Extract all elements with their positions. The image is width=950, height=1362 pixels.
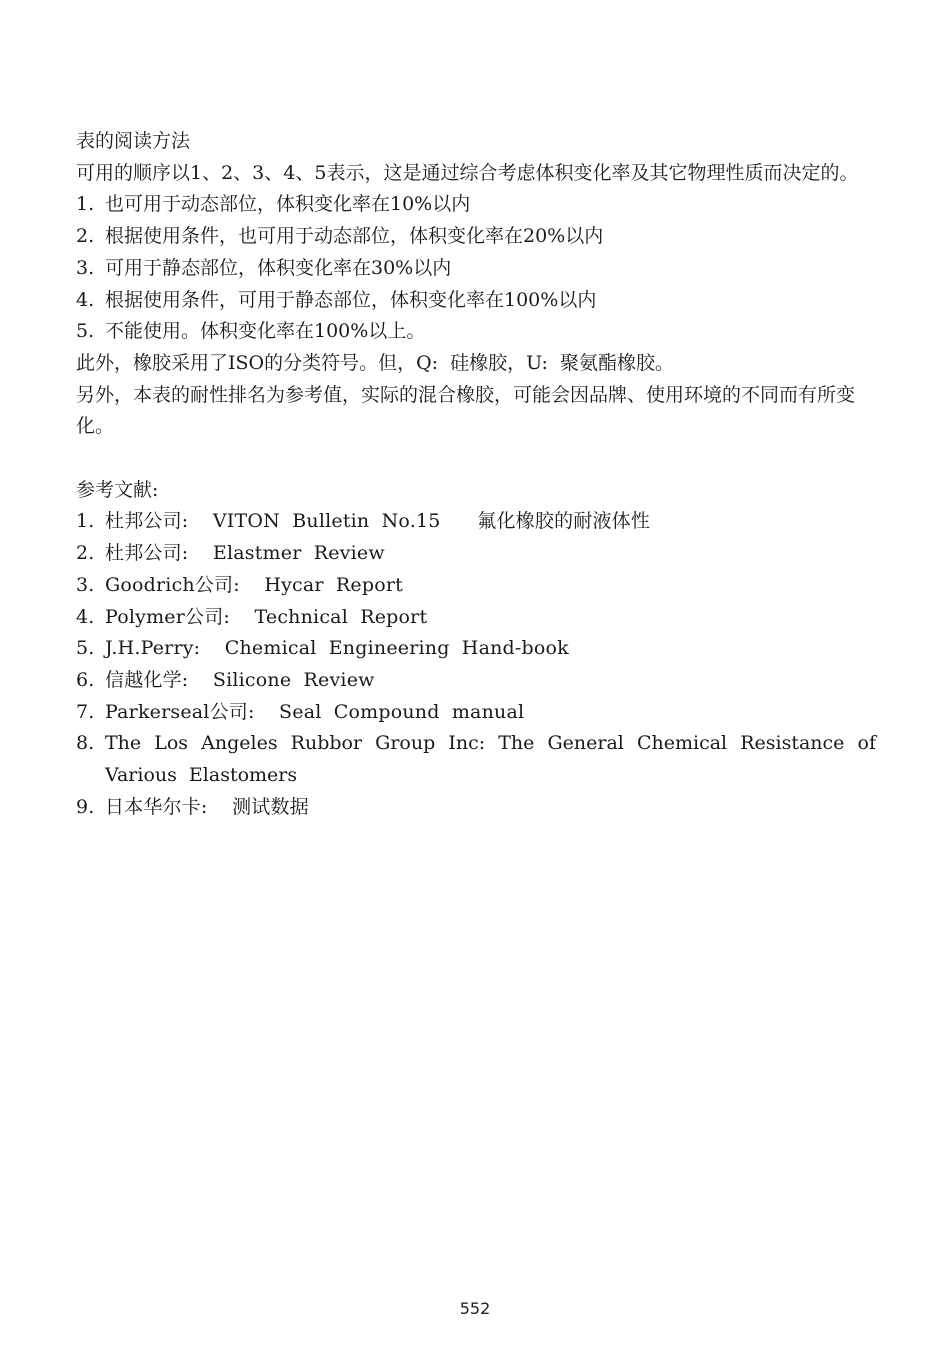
reference-item bbox=[76, 665, 876, 697]
reference-item bbox=[76, 506, 876, 538]
list-text: 也可用于动态部位，体积变化率在10%以内 bbox=[105, 193, 471, 216]
list-item bbox=[76, 221, 876, 253]
list-number: 9. bbox=[76, 795, 95, 818]
ranking-note: 另外，本表的耐性排名为参考值，实际的混合橡胶，可能会因品牌、使用环境的不同而有所变化。 bbox=[76, 383, 856, 438]
reference-item bbox=[76, 570, 876, 602]
iso-note: 此外，橡胶采用了ISO的分类符号。但，Q: 硅橡胶，U: 聚氨酯橡胶。 bbox=[76, 351, 674, 374]
list-item bbox=[76, 285, 876, 317]
list-number: 2. bbox=[76, 542, 95, 565]
reference-text: 杜邦公司: Elastmer Review bbox=[105, 542, 385, 565]
list-number: 3. bbox=[76, 256, 95, 279]
reference-text: The Los Angeles Rubbor Group Inc: The General Chemical Resistance of Various Elastomers bbox=[105, 732, 876, 787]
list-number: 1. bbox=[76, 193, 95, 216]
reading-intro: 可用的顺序以1、2、3、4、5表示，这是通过综合考虑体积变化率及其它物理性质而决定的。 bbox=[76, 161, 859, 184]
reference-text: 杜邦公司: VITON Bulletin No.15 氟化橡胶的耐液体性 bbox=[105, 510, 651, 533]
reference-text: 日本华尔卡: 测试数据 bbox=[105, 795, 309, 818]
list-number: 4. bbox=[76, 605, 95, 628]
list-item bbox=[76, 189, 876, 221]
list-number: 5. bbox=[76, 320, 95, 343]
section-heading-reading: 表的阅读方法 bbox=[76, 130, 191, 152]
list-number: 6. bbox=[76, 668, 95, 691]
list-text: 根据使用条件，可用于静态部位，体积变化率在100%以内 bbox=[105, 288, 597, 311]
document-page bbox=[76, 126, 876, 823]
list-number: 7. bbox=[76, 700, 95, 723]
list-number: 5. bbox=[76, 637, 95, 660]
reference-text: Goodrich公司: Hycar Report bbox=[105, 573, 403, 596]
reference-item bbox=[76, 728, 876, 791]
reference-text: Polymer公司: Technical Report bbox=[105, 605, 428, 628]
list-text: 根据使用条件，也可用于动态部位，体积变化率在20%以内 bbox=[105, 225, 604, 248]
list-number: 3. bbox=[76, 573, 95, 596]
reference-item bbox=[76, 538, 876, 570]
list-item bbox=[76, 253, 876, 285]
reference-text: J.H.Perry: Chemical Engineering Hand-book bbox=[105, 637, 569, 660]
list-item bbox=[76, 316, 876, 348]
list-number: 1. bbox=[76, 510, 95, 533]
list-number: 4. bbox=[76, 288, 95, 311]
list-number: 2. bbox=[76, 225, 95, 248]
list-text: 不能使用。体积变化率在100%以上。 bbox=[105, 320, 426, 343]
page-number: 552 bbox=[459, 1299, 491, 1318]
reference-text: 信越化学: Silicone Review bbox=[105, 668, 375, 691]
reference-item bbox=[76, 697, 876, 729]
reference-text: Parkerseal公司: Seal Compound manual bbox=[105, 700, 525, 723]
reference-item bbox=[76, 792, 876, 824]
reference-item bbox=[76, 633, 876, 665]
section-heading-references: 参考文献: bbox=[76, 478, 159, 501]
list-text: 可用于静态部位，体积变化率在30%以内 bbox=[105, 256, 452, 279]
list-number: 8. bbox=[76, 732, 95, 755]
reference-item bbox=[76, 602, 876, 634]
